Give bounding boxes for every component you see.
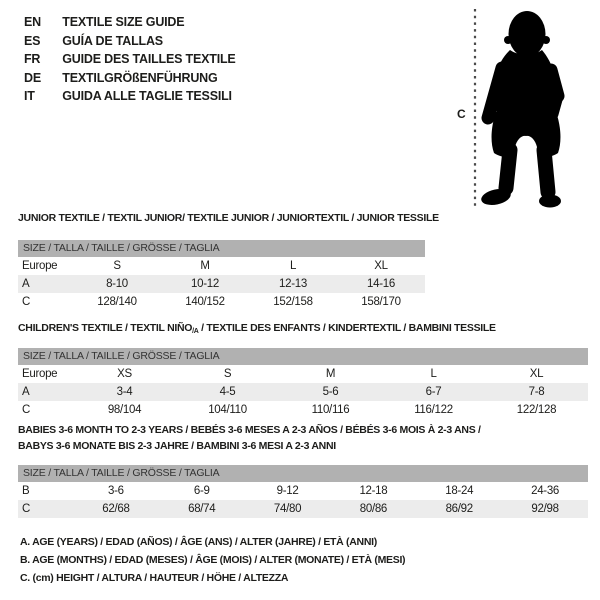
cell: 4-5 xyxy=(176,383,279,401)
row-label: Europe xyxy=(22,368,58,380)
children-size-table xyxy=(18,365,588,419)
cell: 86/92 xyxy=(416,500,502,518)
cell: 12-18 xyxy=(359,485,388,497)
cell: 62/68 xyxy=(73,500,159,518)
cell: 68/74 xyxy=(159,500,245,518)
cell: 128/140 xyxy=(97,296,137,308)
cell: 12-13 xyxy=(249,275,337,293)
children-title-pre: CHILDREN'S TEXTILE / TEXTIL NIÑO xyxy=(18,322,193,334)
lang-row-fr xyxy=(24,50,236,69)
cell: 116/122 xyxy=(414,404,453,416)
lang-title: TEXTILE SIZE GUIDE xyxy=(62,15,185,29)
lang-title: GUÍA DE TALLAS xyxy=(62,33,163,48)
babies-section-title-line1: BABIES 3-6 MONTH TO 2-3 YEARS / BEBÉS 3-6 MESES A 2-3 AÑOS / BÉBÉS 3-6 MOIS À 2-3 ANS / xyxy=(18,424,481,436)
cell: S xyxy=(223,368,232,380)
cell: 140/152 xyxy=(185,296,225,308)
cell: 14-16 xyxy=(337,275,425,293)
note-age-months: B. AGE (MONTHS) / EDAD (MESES) / ÂGE (MOIS) / ALTER (MONATE) / ETÀ (MESI) xyxy=(20,554,406,566)
height-measure-label: C xyxy=(457,107,466,121)
lang-title: TEXTILGRÖßENFÜHRUNG xyxy=(62,70,218,85)
cell: 10-12 xyxy=(161,275,249,293)
lang-row-en xyxy=(24,13,236,32)
lang-row-de xyxy=(24,69,236,88)
baby-body-shapes xyxy=(480,11,561,208)
lang-row-it xyxy=(24,87,236,106)
cell: 5-6 xyxy=(279,383,382,401)
lang-code: ES xyxy=(24,33,41,48)
junior-size-header-bar: SIZE / TALLA / TAILLE / GRÖSSE / TAGLIA xyxy=(18,240,425,257)
cell: 18-24 xyxy=(445,485,474,497)
children-title-sub: /A xyxy=(192,328,199,335)
cell: 158/170 xyxy=(361,296,401,308)
cell: 6-7 xyxy=(382,383,485,401)
babies-size-header-bar: SIZE / TALLA / TAILLE / GRÖSSE / TAGLIA xyxy=(18,465,588,482)
table-row xyxy=(18,293,425,311)
cell: 104/110 xyxy=(208,404,247,416)
lang-code: DE xyxy=(24,70,41,85)
children-size-header-bar: SIZE / TALLA / TAILLE / GRÖSSE / TAGLIA xyxy=(18,348,588,365)
cell: 152/158 xyxy=(273,296,313,308)
row-label: A xyxy=(18,383,73,401)
junior-section-title: JUNIOR TEXTILE / TEXTIL JUNIOR/ TEXTILE JUNIOR / JUNIORTEXTIL / JUNIOR TESSILE xyxy=(18,212,439,224)
children-section-title xyxy=(18,322,496,335)
language-title-list xyxy=(24,13,236,106)
cell: 98/104 xyxy=(107,404,142,416)
note-height-cm: C. (cm) HEIGHT / ALTURA / HAUTEUR / HÖHE / ALTEZZA xyxy=(20,572,289,584)
note-age-years: A. AGE (YEARS) / EDAD (AÑOS) / ÂGE (ANS) / ALTER (JAHRE) / ETÀ (ANNI) xyxy=(20,536,377,548)
babies-size-table xyxy=(18,482,588,518)
cell: M xyxy=(325,368,336,380)
cell: 7-8 xyxy=(485,383,588,401)
table-row xyxy=(18,401,588,419)
junior-size-table xyxy=(18,257,425,311)
toddler-silhouette xyxy=(450,0,600,220)
cell: 24-36 xyxy=(531,485,560,497)
table-row xyxy=(18,275,425,293)
cell: 9-12 xyxy=(276,485,299,497)
table-row xyxy=(18,365,588,383)
table-row xyxy=(18,482,588,500)
lang-code: FR xyxy=(24,52,41,66)
cell: M xyxy=(200,260,210,272)
cell: 80/86 xyxy=(330,500,416,518)
row-label: C xyxy=(18,500,73,518)
cell: 122/128 xyxy=(516,404,557,416)
row-label: C xyxy=(22,404,31,416)
row-label: C xyxy=(22,296,31,308)
row-label: B xyxy=(22,485,30,497)
cell: 110/116 xyxy=(311,404,350,416)
table-row xyxy=(18,383,588,401)
lang-title: GUIDE DES TAILLES TEXTILE xyxy=(62,52,236,66)
cell: 92/98 xyxy=(502,500,588,518)
cell: S xyxy=(113,260,121,272)
table-row xyxy=(18,500,588,518)
toddler-silhouette-figure xyxy=(450,0,600,220)
row-label: Europe xyxy=(22,260,58,272)
lang-row-es xyxy=(24,32,236,51)
children-title-post: / TEXTILE DES ENFANTS / KINDERTEXTIL / BAMBINI TESSILE xyxy=(198,322,496,334)
cell: 8-10 xyxy=(73,275,161,293)
lang-code: EN xyxy=(24,15,41,29)
cell: 3-4 xyxy=(73,383,176,401)
cell: XL xyxy=(374,260,388,272)
row-label: A xyxy=(18,275,73,293)
cell: L xyxy=(289,260,297,272)
cell: 6-9 xyxy=(193,485,210,497)
lang-code: IT xyxy=(24,89,35,103)
babies-section-title-line2: BABYS 3-6 MONATE BIS 2-3 JAHRE / BAMBINI 3-6 MESI A 2-3 ANNI xyxy=(18,440,336,452)
lang-title: GUIDA ALLE TAGLIE TESSILI xyxy=(62,89,232,103)
cell: XL xyxy=(529,368,544,380)
cell: 3-6 xyxy=(108,485,124,497)
cell: L xyxy=(430,368,437,380)
table-row xyxy=(18,257,425,275)
cell: 74/80 xyxy=(245,500,331,518)
cell: XS xyxy=(117,368,132,380)
